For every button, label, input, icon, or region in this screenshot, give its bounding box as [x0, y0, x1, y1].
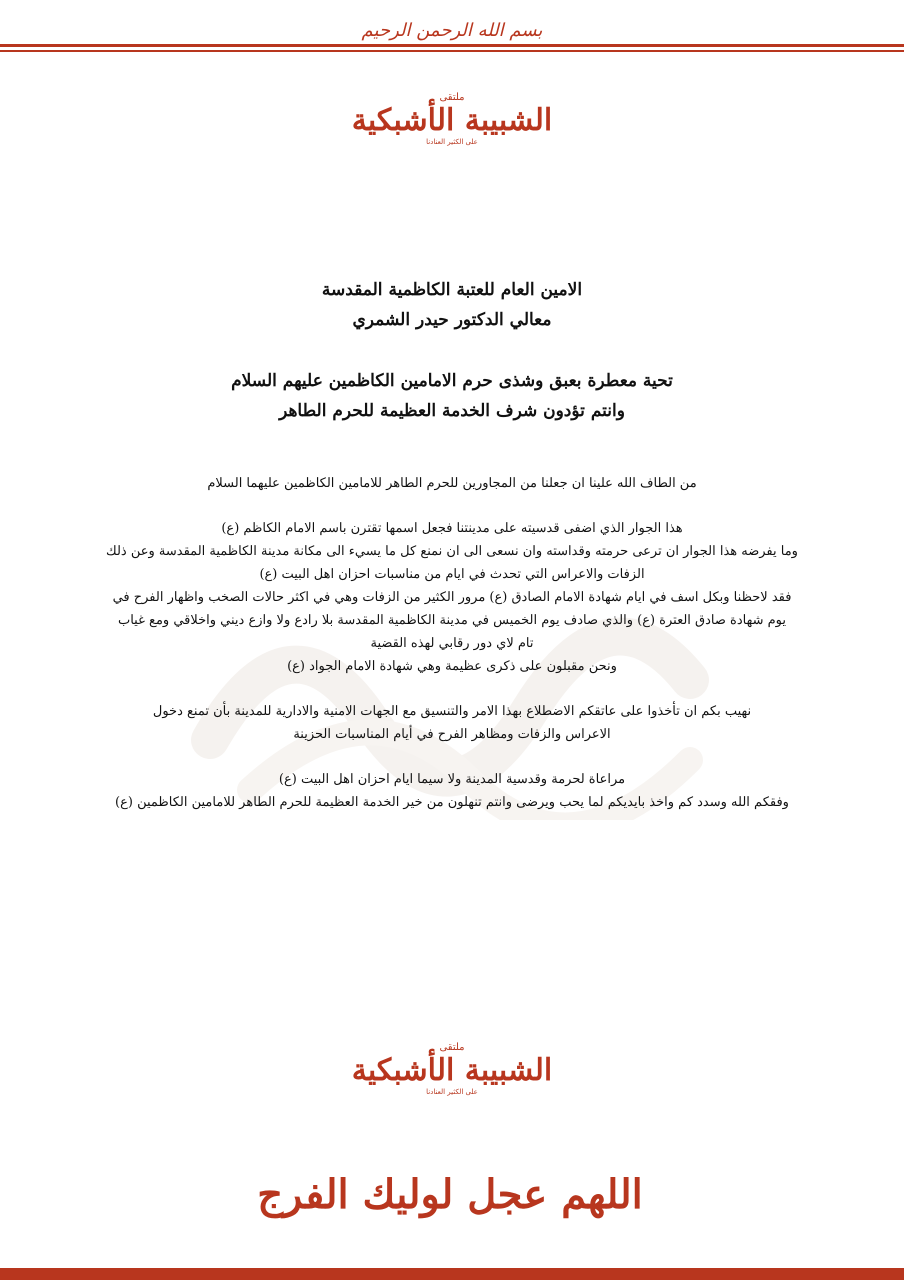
para3-line: مراعاة لحرمة وقدسية المدينة ولا سيما ايام احزان اهل البيت (ع) — [278, 772, 626, 787]
para1-line: الزفات والاعراس التي تحدث في ايام من مناسبات احزان اهل البيت (ع) — [259, 567, 645, 582]
logo-top — [320, 92, 584, 146]
top-rule-upper — [0, 44, 904, 47]
logo-bottom — [320, 1042, 584, 1096]
para2-line: الاعراس والزفات ومظاهر الفرح في أيام المناسبات الحزينة — [293, 727, 611, 742]
logo-top-title: الشبيبة الأشبكية — [351, 103, 553, 138]
logo-top-small-text: ملتقى — [439, 92, 465, 103]
greeting-line-2: وانتم تؤدون شرف الخدمة العظيمة للحرم الطاهر — [279, 401, 625, 421]
para1-line: هذا الجوار الذي اضفى قدسيته على مدينتنا فجعل اسمها تقترن باسم الامام الكاظم (ع) — [221, 521, 683, 536]
para1-line: ونحن مقبلون على ذكرى عظيمة وهي شهادة الامام الجواد (ع) — [287, 659, 617, 674]
addressee-block — [40, 275, 864, 335]
logo-bottom-subtitle: على الكثير العنادنا — [426, 1088, 478, 1096]
top-rule-lower — [0, 50, 904, 52]
para1-line: وما يفرضه هذا الجوار ان ترعى حرمته وقداسته وان نسعى الى ان نمنع كل ما يسيء الى مكانة مدينة الكاظمية المقدسة وعن ذلك — [106, 544, 798, 559]
intro-line: من الطاف الله علينا ان جعلنا من المجاورين للحرم الطاهر للامامين الكاظمين عليهما السلام — [207, 476, 697, 491]
para1-line: يوم شهادة صادق العترة (ع) والذي صادف يوم الخميس في مدينة الكاظمية المقدسة بلا رادع ولا وازع ديني واخلاقي ومع غياب — [117, 613, 787, 628]
logo-bottom-small-text: ملتقى — [439, 1042, 465, 1053]
addressee-line-1: الامين العام للعتبة الكاظمية المقدسة — [321, 280, 583, 300]
greeting-line-1: تحية معطرة بعبق وشذى حرم الامامين الكاظمين عليهم السلام — [231, 371, 673, 391]
letter-body — [40, 472, 864, 814]
greeting-block — [40, 366, 864, 426]
para1-line: تام لاي دور رقابي لهذه القضية — [370, 636, 534, 651]
bottom-rule — [0, 1268, 904, 1280]
footer-calligraphy: اللهم عجل لوليك الفرج — [257, 1171, 643, 1218]
logo-bottom-title: الشبيبة الأشبكية — [351, 1053, 553, 1088]
para2-line: نهيب بكم ان تأخذوا على عاتقكم الاضطلاع بهذا الامر والتنسيق مع الجهات الامنية والادارية للمدينة بأن تمنع دخول — [152, 704, 752, 719]
addressee-line-2: معالي الدكتور حيدر الشمري — [352, 310, 552, 330]
para3-line: وفقكم الله وسدد كم واخذ بايديكم لما يحب ويرضى وانتم تنهلون من خير الخدمة العظيمة للحرم الطاهر للامامين الكاظمين (ع) — [115, 795, 789, 810]
basmala-header: بسم الله الرحمن الرحيم — [300, 20, 604, 41]
logo-top-subtitle: على الكثير العنادنا — [426, 138, 478, 146]
para1-line: فقد لاحظنا وبكل اسف في ايام شهادة الامام الصادق (ع) مرور الكثير من الزفات وهي في اكثر حالات الصخب واظهار الفرح في — [112, 590, 792, 605]
